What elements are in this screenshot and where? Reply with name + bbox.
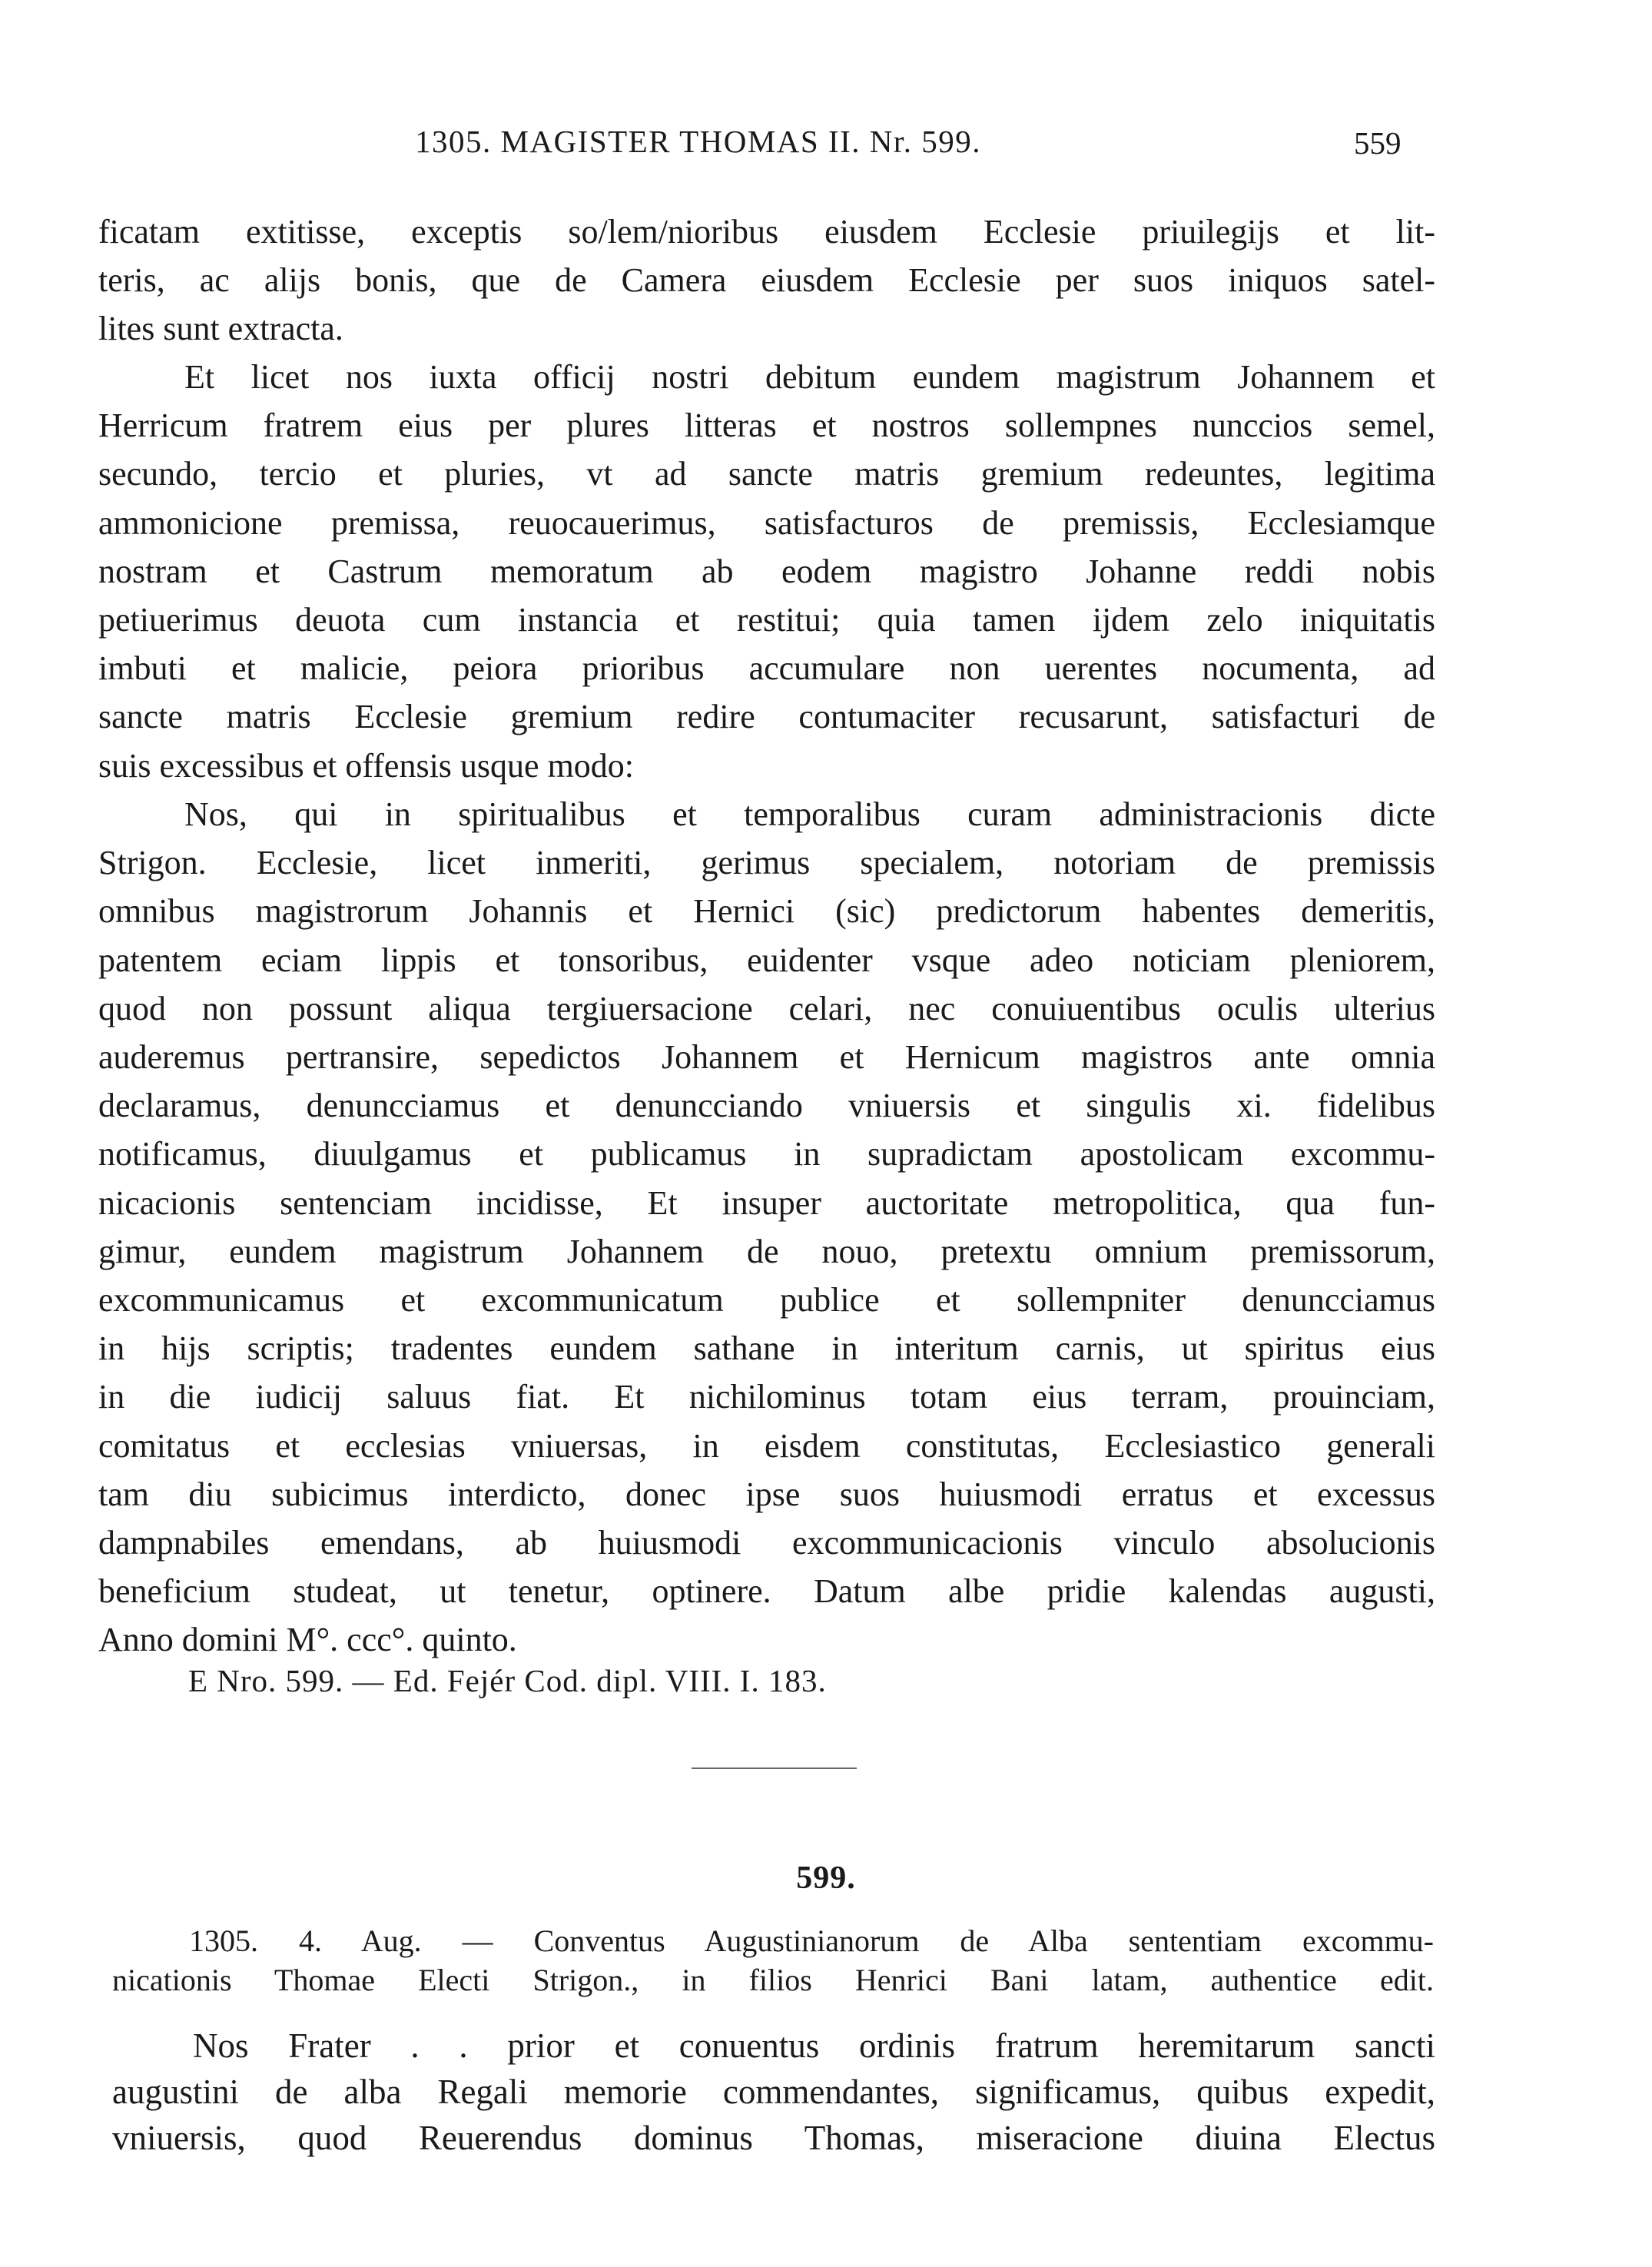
text-line: declaramus, denuncciamus et denuncciando vniuersis et singulis xi. fidelibus	[98, 1087, 1435, 1125]
text-line: Et licet nos iuxta officij nostri debitum eundem magistrum Johannem et	[184, 358, 1435, 396]
text-line: Nos, qui in spiritualibus et temporalibus curam administracionis dicte	[184, 795, 1435, 833]
text-line: nicacionis sentenciam incidisse, Et insuper auctoritate metropolitica, qua fun-	[98, 1183, 1435, 1222]
text-line: in die iudicij saluus fiat. Et nichilominus totam eius terram, prouinciam,	[98, 1378, 1435, 1416]
text-line: augustini de alba Regali memorie commendantes, significamus, quibus expedit,	[112, 2073, 1435, 2111]
text-line: omnibus magistrorum Johannis et Hernici (sic) predictorum habentes demeritis,	[98, 892, 1435, 931]
document-text	[112, 2023, 1435, 2161]
text-line: comitatus et ecclesias vniuersas, in eisdem constitutas, Ecclesiastico generali	[98, 1426, 1435, 1465]
text-line: dampnabiles emendans, ab huiusmodi excommunicacionis vinculo absolucionis	[98, 1524, 1435, 1562]
text-line: lites sunt extracta.	[98, 310, 343, 348]
text-line: suis excessibus et offensis usque modo:	[98, 746, 635, 785]
paragraph-3	[98, 790, 1435, 1665]
text-line: petiuerimus deuota cum instancia et restitui; quia tamen ijdem zelo iniquitatis	[98, 601, 1435, 639]
text-line: secundo, tercio et pluries, vt ad sancte matris gremium redeuntes, legitima	[98, 455, 1435, 493]
text-line: ammonicione premissa, reuocauerimus, satisfacturos de premissis, Ecclesiamque	[98, 503, 1435, 542]
running-title: 1305. MAGISTER THOMAS II. Nr. 599.	[415, 124, 982, 159]
regest	[112, 1921, 1434, 2000]
text-line: vniuersis, quod Reuerendus dominus Thomas, miseracione diuina Electus	[112, 2119, 1435, 2157]
source-note: E Nro. 599. — Ed. Fejér Cod. dipl. VIII. I. 183.	[188, 1663, 827, 1698]
text-line: beneficium studeat, ut tenetur, optinere. Datum albe pridie kalendas augusti,	[98, 1572, 1435, 1611]
document-number: 599.	[796, 1860, 856, 1896]
text-line: ficatam extitisse, exceptis so/lem/nioribus eiusdem Ecclesie priuilegijs et lit-	[98, 213, 1435, 251]
text-line: patentem eciam lippis et tonsoribus, euidenter vsque adeo noticiam pleniorem,	[98, 941, 1435, 979]
text-line: tam diu subicimus interdicto, donec ipse suos huiusmodi erratus et excessus	[98, 1475, 1435, 1513]
regest-line: 1305. 4. Aug. — Conventus Augustinianorum de Alba sententiam excommu-	[189, 1923, 1434, 1958]
text-line: Herricum fratrem eius per plures litteras et nostros sollempnes nunccios semel,	[98, 407, 1435, 445]
regest-line: nicationis Thomae Electi Strigon., in filios Henrici Bani latam, authentice edit.	[112, 1963, 1434, 1997]
text-line: teris, ac alijs bonis, que de Camera eiusdem Ecclesie per suos iniquos satel-	[98, 261, 1435, 300]
text-line: quod non possunt aliqua tergiuersacione celari, nec conuiuentibus oculis ulterius	[98, 989, 1435, 1027]
text-line: nostram et Castrum memoratum ab eodem magistro Johanne reddi nobis	[98, 552, 1435, 590]
text-line: Nos Frater . . prior et conuentus ordinis fratrum heremitarum sancti	[193, 2026, 1435, 2065]
text-line: Strigon. Ecclesie, licet inmeriti, gerimus specialem, notoriam de premissis	[98, 844, 1435, 882]
text-line: imbuti et malicie, peiora prioribus accumulare non uerentes nocumenta, ad	[98, 649, 1435, 688]
paragraph-2	[98, 353, 1435, 790]
text-line: notificamus, diuulgamus et publicamus in supradictam apostolicam excommu-	[98, 1135, 1435, 1173]
text-line: excommunicamus et excommunicatum publice et sollempniter denuncciamus	[98, 1281, 1435, 1319]
text-line: in hijs scriptis; tradentes eundem sathane in interitum carnis, ut spiritus eius	[98, 1329, 1435, 1368]
paragraph-1	[98, 207, 1435, 353]
text-line: auderemus pertransire, sepedictos Johannem et Hernicum magistros ante omnia	[98, 1038, 1435, 1077]
section-divider	[692, 1767, 857, 1769]
text-line: gimur, eundem magistrum Johannem de nouo, pretextu omnium premissorum,	[98, 1232, 1435, 1270]
text-line: Anno domini M°. ccc°. quinto.	[98, 1621, 517, 1659]
text-line: sancte matris Ecclesie gremium redire contumaciter recusarunt, satisfacturi de	[98, 698, 1435, 736]
page-number: 559	[1354, 125, 1402, 161]
